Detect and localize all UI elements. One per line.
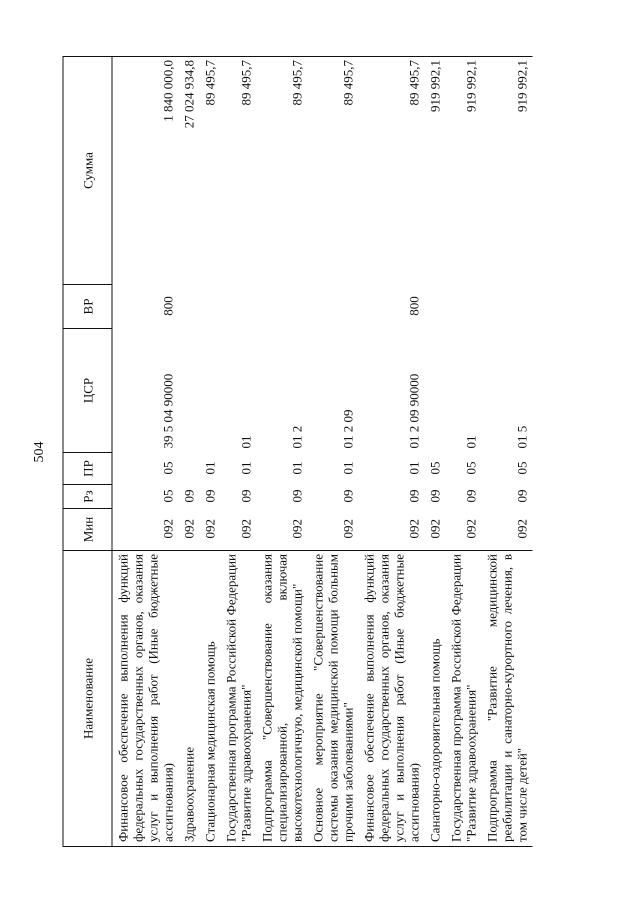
rotated-page bbox=[63, 57, 578, 847]
row-csr: 01 5 bbox=[514, 425, 530, 449]
row-vr bbox=[425, 285, 446, 329]
row-min: 092 bbox=[202, 519, 218, 539]
row-csr: 01 bbox=[238, 435, 254, 449]
row-csr: 01 2 bbox=[289, 425, 305, 449]
row-rz: 09 bbox=[514, 489, 530, 503]
row-pr: 05 bbox=[427, 461, 443, 475]
header-rz: Рз bbox=[63, 485, 112, 509]
row-pr: 05 bbox=[160, 461, 176, 475]
row-rz: 09 bbox=[427, 489, 443, 503]
header-min: Мин bbox=[63, 509, 112, 551]
header-csr: ЦСР bbox=[63, 329, 112, 453]
row-summa: 919 992,1 bbox=[482, 57, 533, 285]
row-vr bbox=[257, 285, 308, 329]
row-summa: 919 992,1 bbox=[446, 57, 482, 285]
table-row bbox=[200, 57, 221, 847]
row-csr: 01 2 09 90000 bbox=[406, 373, 422, 449]
row-summa: 27 024 934,8 bbox=[179, 57, 200, 285]
row-csr bbox=[425, 329, 446, 453]
row-pr: 05 bbox=[514, 461, 530, 475]
row-rz: 09 bbox=[238, 489, 254, 503]
table-header bbox=[63, 57, 112, 847]
page-number: 504 bbox=[32, 441, 47, 463]
table-row bbox=[446, 57, 482, 847]
row-summa: 89 495,7 bbox=[308, 57, 359, 285]
row-name: Подпрограмма "Совершенствование оказания специализированной, включая высокотехнологичную, медицинской помощи" bbox=[257, 551, 308, 847]
header-summa: Сумма bbox=[63, 57, 112, 285]
row-name: Финансовое обеспечение выполнения функций федеральных государственных органов, оказания услуг и выполнения работ (Иные бюджетные ассигнования) bbox=[359, 551, 425, 847]
row-summa: 919 992,1 bbox=[425, 57, 446, 285]
row-name: Подпрограмма "Развитие медицинской реабилитации и санаторно-курортного лечения, в том числе детей" bbox=[482, 551, 533, 847]
row-csr: 39 5 04 90000 bbox=[160, 373, 176, 449]
row-min: 092 bbox=[514, 519, 530, 539]
row-min: 092 bbox=[181, 519, 197, 539]
table-row bbox=[221, 57, 257, 847]
row-vr: 800 bbox=[160, 296, 176, 316]
row-min: 092 bbox=[238, 519, 254, 539]
row-pr bbox=[179, 453, 200, 485]
row-vr bbox=[200, 285, 221, 329]
row-min: 092 bbox=[463, 519, 479, 539]
row-name: Финансовое обеспечение выполнения функций федеральных государственных органов, оказания услуг и выполнения работ (Иные бюджетные ассигнования) bbox=[112, 551, 179, 847]
table-row bbox=[482, 57, 533, 847]
row-rz: 09 bbox=[181, 489, 197, 503]
row-rz: 09 bbox=[463, 489, 479, 503]
row-rz: 09 bbox=[202, 489, 218, 503]
row-name: Здравоохранение bbox=[179, 551, 200, 847]
row-pr: 01 bbox=[289, 461, 305, 475]
table-row bbox=[179, 57, 200, 847]
row-summa: 1 840 000,0 bbox=[112, 57, 179, 285]
row-csr: 01 bbox=[463, 435, 479, 449]
row-name: Стационарная медицинская помощь bbox=[200, 551, 221, 847]
row-name: Государственная программа Российской Федерации "Развитие здравоохранения" bbox=[446, 551, 482, 847]
header-pr: ПР bbox=[63, 453, 112, 485]
row-pr: 01 bbox=[340, 461, 356, 475]
row-pr: 01 bbox=[202, 461, 218, 475]
row-pr: 05 bbox=[463, 461, 479, 475]
header-vr: ВР bbox=[63, 285, 112, 329]
row-pr: 01 bbox=[406, 461, 422, 475]
row-min: 092 bbox=[289, 519, 305, 539]
row-name: Государственная программа Российской Федерации "Развитие здравоохранения" bbox=[221, 551, 257, 847]
row-min: 092 bbox=[160, 519, 176, 539]
row-pr: 01 bbox=[238, 461, 254, 475]
row-summa: 89 495,7 bbox=[200, 57, 221, 285]
row-min: 092 bbox=[406, 519, 422, 539]
row-summa: 89 495,7 bbox=[359, 57, 425, 285]
table-row bbox=[308, 57, 359, 847]
row-min: 092 bbox=[427, 519, 443, 539]
row-rz: 05 bbox=[160, 489, 176, 503]
row-vr bbox=[179, 285, 200, 329]
row-vr bbox=[308, 285, 359, 329]
table-row bbox=[425, 57, 446, 847]
row-rz: 09 bbox=[340, 489, 356, 503]
table-body bbox=[112, 57, 533, 847]
header-name: Наименование bbox=[63, 551, 112, 847]
row-summa: 89 495,7 bbox=[221, 57, 257, 285]
table-row bbox=[359, 57, 425, 847]
row-vr bbox=[446, 285, 482, 329]
row-name: Санаторно-оздоровительная помощь bbox=[425, 551, 446, 847]
row-vr bbox=[221, 285, 257, 329]
row-csr bbox=[200, 329, 221, 453]
row-min: 092 bbox=[340, 519, 356, 539]
row-rz: 09 bbox=[406, 489, 422, 503]
table-row bbox=[257, 57, 308, 847]
row-vr bbox=[482, 285, 533, 329]
row-summa: 89 495,7 bbox=[257, 57, 308, 285]
row-csr bbox=[179, 329, 200, 453]
row-vr: 800 bbox=[406, 296, 422, 316]
row-name: Основное мероприятие "Совершенствование системы оказания медицинской помощи больным прочими заболеваниями" bbox=[308, 551, 359, 847]
table-row bbox=[112, 57, 179, 847]
budget-table bbox=[63, 56, 533, 847]
row-rz: 09 bbox=[289, 489, 305, 503]
row-csr: 01 2 09 bbox=[340, 409, 356, 449]
